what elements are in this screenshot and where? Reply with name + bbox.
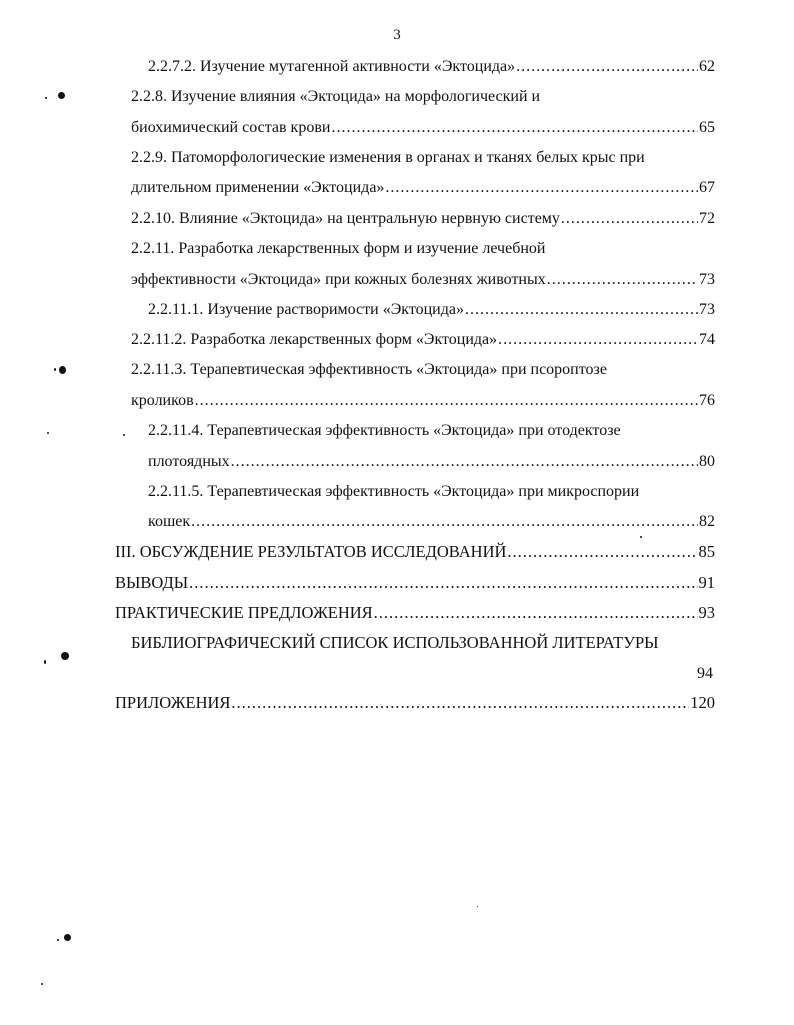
toc-entry-title: длительном применении «Эктоцида» — [131, 179, 385, 196]
toc-entry-title: ПРИЛОЖЕНИЯ — [115, 693, 231, 712]
toc-entry-page: 72 — [699, 210, 715, 227]
toc-entry-practical[interactable] — [115, 603, 715, 623]
dot-leader — [331, 118, 698, 138]
scan-speck — [45, 97, 47, 99]
scan-speck — [61, 652, 69, 660]
dot-leader — [231, 693, 689, 713]
dot-leader — [231, 452, 698, 472]
toc-entry-page: 67 — [699, 179, 715, 196]
toc-entry-2-2-11[interactable] — [131, 270, 715, 290]
toc-entry-2-2-11-line1: 2.2.11. Разработка лекарственных форм и изучение лечебной — [131, 240, 546, 257]
toc-entry-page: 74 — [699, 331, 715, 348]
toc-entry-2-2-7-2[interactable] — [148, 57, 715, 77]
toc-entry-2-2-11-3[interactable] — [131, 391, 715, 411]
scan-speck — [41, 983, 43, 985]
toc-entry-title: эффективности «Эктоцида» при кожных болезнях животных — [131, 271, 546, 288]
toc-entry-2-2-9-line1: 2.2.9. Патоморфологические изменения в органах и тканях белых крыс при — [131, 149, 645, 166]
toc-entry-title: ПРАКТИЧЕСКИЕ ПРЕДЛОЖЕНИЯ — [115, 603, 373, 622]
toc-entry-page: 93 — [698, 603, 715, 622]
toc-entry-2-2-9[interactable] — [131, 178, 715, 198]
toc-entry-title: кроликов — [131, 392, 194, 409]
toc-entry-title: 2.2.7.2. Изучение мутагенной активности «Эктоцида» — [148, 58, 516, 75]
toc-entry-title: кошек — [148, 513, 191, 530]
dot-leader — [385, 178, 698, 198]
dot-leader — [465, 300, 698, 320]
toc-entry-title: 2.2.10. Влияние «Эктоцида» на центральную нервную систему — [131, 210, 560, 227]
dot-leader — [191, 512, 698, 532]
scan-speck — [123, 434, 125, 436]
dot-leader — [516, 57, 698, 77]
dot-leader — [547, 270, 698, 290]
toc-entry-page: 82 — [699, 513, 715, 530]
toc-entry-page: 62 — [699, 58, 715, 75]
scan-speck — [54, 368, 56, 371]
toc-entry-title: 2.2.11.2. Разработка лекарственных форм «Эктоцида» — [131, 331, 498, 348]
scan-speck — [640, 536, 642, 538]
toc-entry-title: биохимический состав крови — [131, 119, 331, 136]
toc-entry-page: 76 — [699, 392, 715, 409]
scan-speck — [477, 906, 478, 907]
toc-entry-2-2-11-5-line1: 2.2.11.5. Терапевтическая эффективность «Эктоцида» при микроспории — [148, 483, 640, 500]
scan-speck — [47, 432, 49, 434]
dot-leader — [507, 542, 697, 562]
toc-entry-page: 65 — [699, 119, 715, 136]
dot-leader — [561, 209, 698, 229]
toc-entry-bibliography[interactable]: БИБЛИОГРАФИЧЕСКИЙ СПИСОК ИСПОЛЬЗОВАННОЙ ЛИТЕРАТУРЫ — [131, 633, 659, 652]
toc-entry-2-2-11-4-line1: 2.2.11.4. Терапевтическая эффективность «Эктоцида» при отодектозе — [148, 422, 621, 439]
dot-leader — [374, 603, 698, 623]
toc-entry-title: плотоядных — [148, 453, 230, 470]
dot-leader — [195, 391, 698, 411]
toc-entry-page: 73 — [699, 271, 715, 288]
toc-entry-bibliography-page: 94 — [697, 665, 713, 682]
toc-entry-conclusions[interactable] — [115, 573, 715, 593]
toc-entry-2-2-11-5[interactable] — [148, 512, 715, 532]
toc-entry-title: ВЫВОДЫ — [115, 573, 189, 592]
toc-entry-page: 91 — [698, 573, 715, 592]
toc-entry-2-2-11-4[interactable] — [148, 452, 715, 472]
toc-entry-discussion[interactable] — [115, 542, 715, 562]
toc-entry-2-2-11-3-line1: 2.2.11.3. Терапевтическая эффективность «Эктоцида» при псороптозе — [131, 361, 607, 378]
toc-entry-2-2-11-1[interactable] — [148, 300, 715, 320]
toc-entry-page: 120 — [690, 693, 715, 712]
scan-speck — [44, 660, 46, 664]
toc-entry-appendices[interactable] — [115, 693, 715, 713]
scan-speck — [57, 939, 59, 941]
page-number: 3 — [393, 27, 401, 43]
toc-entry-2-2-8-line1: 2.2.8. Изучение влияния «Эктоцида» на морфологический и — [131, 88, 541, 105]
toc-entry-2-2-8[interactable] — [131, 118, 715, 138]
toc-entry-2-2-10[interactable] — [131, 209, 715, 229]
toc-entry-2-2-11-2[interactable] — [131, 330, 715, 350]
scan-speck — [59, 366, 66, 374]
scan-speck — [58, 92, 65, 99]
toc-entry-page: 73 — [699, 301, 715, 318]
toc-entry-page: 85 — [698, 542, 715, 561]
toc-entry-title: 2.2.11.1. Изучение растворимости «Эктоцида» — [148, 301, 464, 318]
dot-leader — [189, 573, 697, 593]
dot-leader — [498, 330, 698, 350]
scan-speck — [64, 934, 71, 941]
toc-entry-title: III. ОБСУЖДЕНИЕ РЕЗУЛЬТАТОВ ИССЛЕДОВАНИЙ — [115, 542, 507, 561]
toc-entry-page: 80 — [699, 453, 715, 470]
